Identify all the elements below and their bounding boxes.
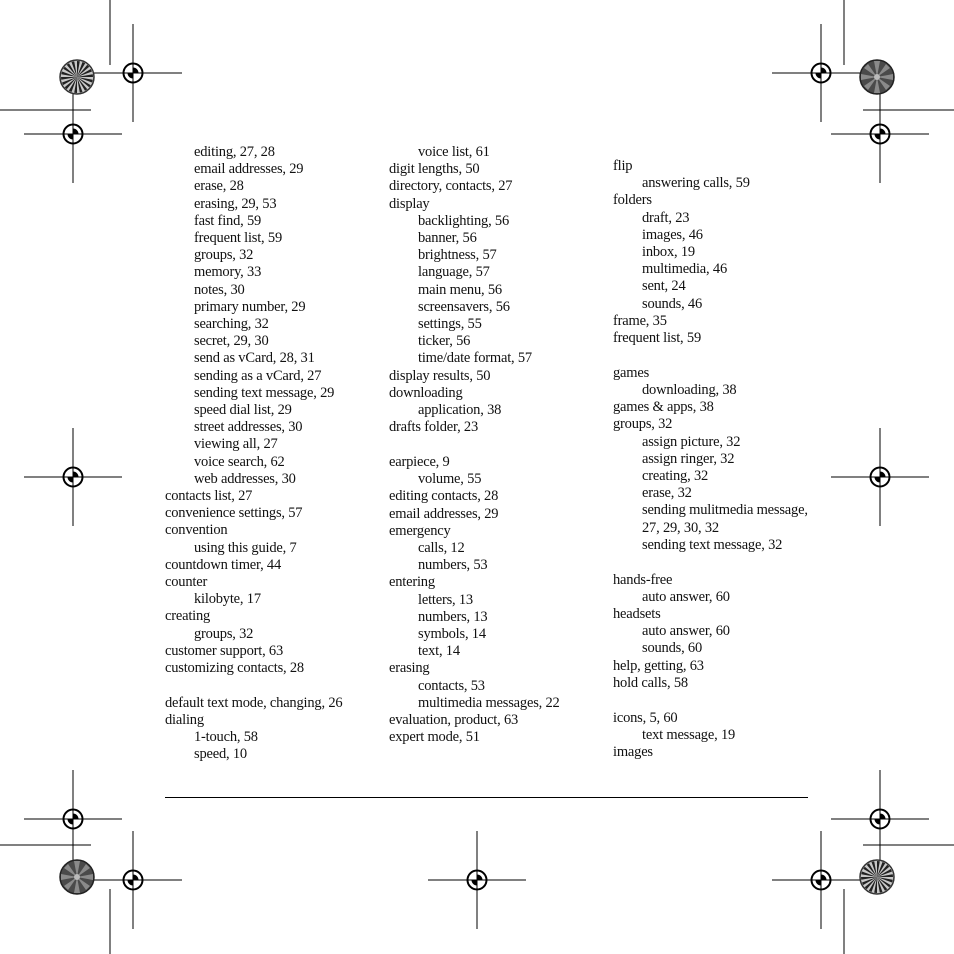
index-subentry: voice list, 61 <box>418 144 490 160</box>
index-entry: frequent list, 59 <box>613 330 702 346</box>
index-subentry: language, 57 <box>418 264 490 281</box>
index-subentry: searching, 32 <box>194 316 269 332</box>
index-entry: flip <box>613 158 633 174</box>
registration-mark-icon <box>24 770 122 868</box>
index-entry: emergency <box>389 522 451 539</box>
index-subentry: secret, 29, 30 <box>194 333 269 350</box>
registration-mark-icon <box>772 831 870 929</box>
index-entry: games & apps, 38 <box>613 399 714 416</box>
index-subentry: groups, 32 <box>194 247 254 264</box>
index-entry: expert mode, 51 <box>389 729 480 746</box>
index-subentry: creating, 32 <box>642 468 709 484</box>
index-subentry: multimedia, 46 <box>642 261 727 278</box>
index-subentry: sending text message, 32 <box>642 536 783 553</box>
index-entry: frame, 35 <box>613 312 667 329</box>
index-subentry: erase, 32 <box>642 485 692 502</box>
index-subentry: symbols, 14 <box>418 626 486 642</box>
index-subentry: numbers, 53 <box>418 557 488 574</box>
index-subentry: sending text message, 29 <box>194 384 335 401</box>
index-subentry: 1-touch, 58 <box>194 729 258 746</box>
color-target-icon <box>60 60 94 94</box>
index-entry: convention <box>165 522 228 539</box>
index-subentry: groups, 32 <box>194 625 254 642</box>
index-subentry: using this guide, 7 <box>194 539 297 556</box>
index-subentry: viewing all, 27 <box>194 436 278 453</box>
registration-mark-icon <box>84 24 182 122</box>
index-entry: directory, contacts, 27 <box>389 178 513 195</box>
index-entry: contacts list, 27 <box>165 488 253 504</box>
registration-mark-icon <box>24 85 122 183</box>
index-subentry: auto answer, 60 <box>642 588 730 605</box>
index-subentry: speed, 10 <box>194 746 247 763</box>
index-entry: counter <box>165 574 208 590</box>
index-subentry: memory, 33 <box>194 264 262 281</box>
index-entry: groups, 32 <box>613 416 673 433</box>
index-subentry: editing, 27, 28 <box>194 144 275 160</box>
index-subentry: draft, 23 <box>642 209 690 226</box>
index-subentry: text message, 19 <box>642 726 736 743</box>
footer-rule <box>165 797 808 798</box>
index-subentry: settings, 55 <box>418 316 482 332</box>
index-subentry: erasing, 29, 53 <box>194 195 277 212</box>
color-target-icon <box>860 60 894 94</box>
index-subentry: time/date format, 57 <box>418 350 532 367</box>
registration-mark-icon <box>24 428 122 526</box>
index-subentry: kilobyte, 17 <box>194 591 261 608</box>
index-entry: display results, 50 <box>389 367 491 384</box>
index-subentry: erase, 28 <box>194 178 244 195</box>
index-subentry: sending mulitmedia message, <box>642 502 808 519</box>
index-entry: images <box>613 744 653 760</box>
index-entry: customer support, 63 <box>165 642 284 659</box>
index-subentry: sending as a vCard, 27 <box>194 367 322 384</box>
index-subentry: text, 14 <box>418 643 460 660</box>
index-subentry: sounds, 46 <box>642 295 703 312</box>
index-subentry: multimedia messages, 22 <box>418 694 560 711</box>
index-subentry: sent, 24 <box>642 278 686 295</box>
index-subentry: auto answer, 60 <box>642 623 730 640</box>
index-entry: customizing contacts, 28 <box>165 660 304 676</box>
index-subentry: ticker, 56 <box>418 333 471 350</box>
index-subentry: 27, 29, 30, 32 <box>642 519 719 536</box>
index-subentry: street addresses, 30 <box>194 419 303 436</box>
index-subentry: letters, 13 <box>418 591 473 608</box>
index-subentry: contacts, 53 <box>418 677 485 694</box>
index-entry: help, getting, 63 <box>613 657 704 674</box>
index-entry: games <box>613 364 650 381</box>
index-entry: headsets <box>613 606 661 622</box>
index-subentry: notes, 30 <box>194 281 245 298</box>
index-entry: erasing <box>389 660 430 677</box>
index-subentry: brightness, 57 <box>418 247 497 264</box>
index-subentry: banner, 56 <box>418 230 477 246</box>
index-subentry: downloading, 38 <box>642 382 737 398</box>
index-subentry: main menu, 56 <box>418 281 502 298</box>
registration-mark-icon <box>84 831 182 929</box>
index-subentry: assign picture, 32 <box>642 433 741 450</box>
index-subentry: fast find, 59 <box>194 212 262 229</box>
index-subentry: application, 38 <box>418 402 502 418</box>
index-subentry: sounds, 60 <box>642 640 703 657</box>
index-entry: icons, 5, 60 <box>613 709 678 726</box>
index-entry: hands-free <box>613 571 673 588</box>
color-target-icon <box>60 860 94 894</box>
index-entry: countdown timer, 44 <box>165 556 282 573</box>
registration-mark-icon <box>831 770 929 868</box>
index-subentry: web addresses, 30 <box>194 470 296 487</box>
index-entry: drafts folder, 23 <box>389 419 479 436</box>
index-subentry: volume, 55 <box>418 471 482 488</box>
index-entry: convenience settings, 57 <box>165 505 303 522</box>
index-subentry: calls, 12 <box>418 540 465 556</box>
index-subentry: frequent list, 59 <box>194 230 283 246</box>
index-subentry: voice search, 62 <box>194 453 285 470</box>
index-subentry: primary number, 29 <box>194 298 306 315</box>
index-entry: entering <box>389 574 435 591</box>
index-subentry: numbers, 13 <box>418 608 488 625</box>
index-entry: display <box>389 195 430 212</box>
index-subentry: inbox, 19 <box>642 244 695 260</box>
index-entry: editing contacts, 28 <box>389 488 499 505</box>
index-subentry: images, 46 <box>642 226 703 243</box>
registration-mark-icon <box>772 24 870 122</box>
index-subentry: email addresses, 29 <box>194 161 304 178</box>
index-subentry: screensavers, 56 <box>418 298 510 315</box>
registration-mark-icon <box>831 85 929 183</box>
index-entry: digit lengths, 50 <box>389 161 480 178</box>
registration-mark-icon <box>831 428 929 526</box>
index-entry: downloading <box>389 384 463 401</box>
color-target-icon <box>860 860 894 894</box>
index-entry: evaluation, product, 63 <box>389 712 519 728</box>
index-entry: creating <box>165 608 211 625</box>
index-entry: hold calls, 58 <box>613 674 688 691</box>
index-subentry: backlighting, 56 <box>418 212 510 229</box>
index-entry: earpiece, 9 <box>389 454 450 470</box>
registration-mark-icon <box>428 831 526 929</box>
index-subentry: speed dial list, 29 <box>194 402 292 418</box>
index-subentry: assign ringer, 32 <box>642 450 735 467</box>
index-entry: dialing <box>165 712 204 728</box>
index-subentry: send as vCard, 28, 31 <box>194 350 315 367</box>
index-subentry: answering calls, 59 <box>642 175 750 192</box>
index-entry: folders <box>613 192 652 209</box>
index-entry: email addresses, 29 <box>389 505 499 522</box>
index-entry: default text mode, changing, 26 <box>165 694 343 711</box>
